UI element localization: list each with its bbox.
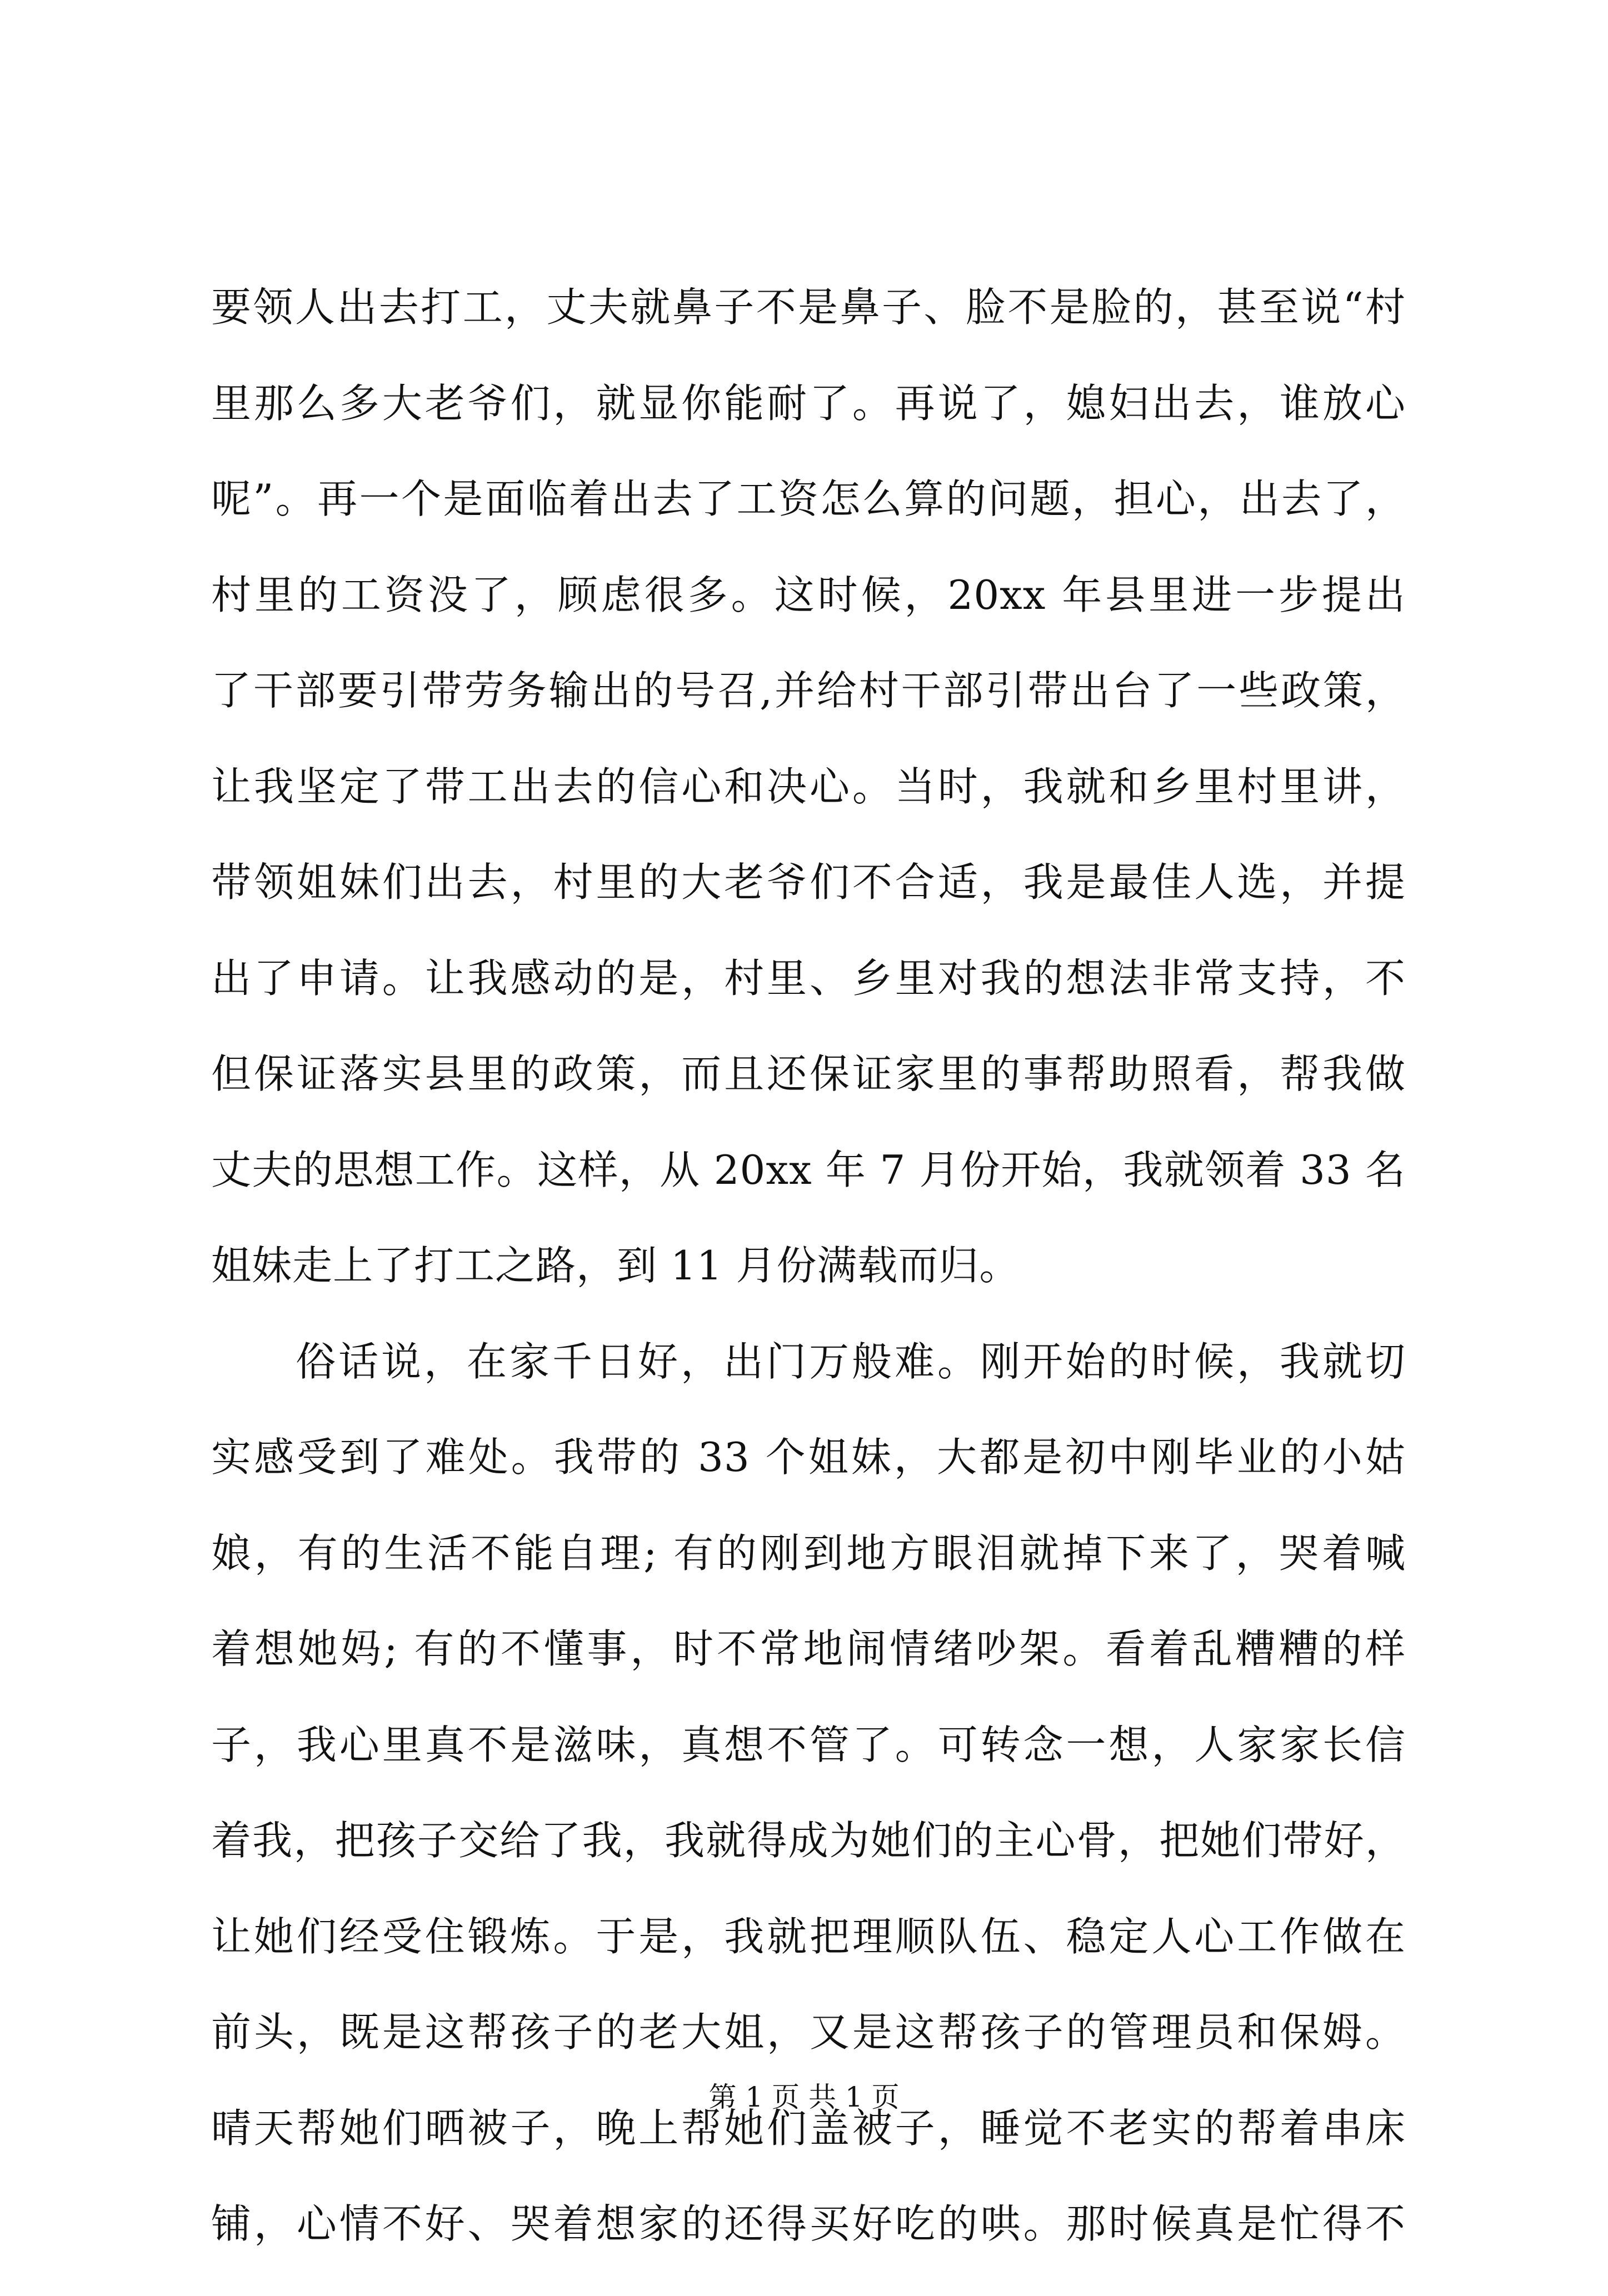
text-line: 子，我心里真不是滋味，真想不管了。可转念一想，人家家长信 xyxy=(211,1721,1406,1768)
text-line: 让我坚定了带工出去的信心和决心。当时，我就和乡里村里讲， xyxy=(211,763,1406,810)
text-line: 着想她妈; 有的不懂事，时不常地闹情绪吵架。看着乱糟糟的样 xyxy=(211,1625,1406,1672)
text-line: 丈夫的思想工作。这样，从 20xx 年 7 月份开始，我就领着 33 名 xyxy=(211,1146,1406,1193)
text-line: 带领姐妹们出去，村里的大老爷们不合适，我是最佳人选，并提 xyxy=(211,859,1406,906)
document-body xyxy=(211,283,1406,2296)
text-line: 俗话说，在家千日好，出门万般难。刚开始的时候，我就切 xyxy=(296,1338,1406,1385)
text-line: 呢”。再一个是面临着出去了工资怎么算的问题，担心，出去了， xyxy=(211,476,1406,522)
text-line: 出了申请。让我感动的是，村里、乡里对我的想法非常支持，不 xyxy=(211,954,1406,1002)
page-number-label: 第 1 页 共 1 页 xyxy=(708,2081,900,2113)
text-line: 要领人出去打工，丈夫就鼻子不是鼻子、脸不是脸的，甚至说“村 xyxy=(211,284,1406,331)
text-line: 娘，有的生活不能自理; 有的刚到地方眼泪就掉下来了，哭着喊 xyxy=(211,1529,1406,1577)
text-line: 着我，把孩子交给了我，我就得成为她们的主心骨，把她们带好， xyxy=(211,1817,1406,1864)
text-line: 里那么多大老爷们，就显你能耐了。再说了，媳妇出去，谁放心 xyxy=(211,379,1406,427)
paragraph-1 xyxy=(211,283,1406,1289)
text-line: 前头，既是这帮孩子的老大姐，又是这帮孩子的管理员和保姆。 xyxy=(211,2009,1406,2055)
text-line: 晴天帮她们晒被子，晚上帮她们盖被子，睡觉不老实的帮着串床 xyxy=(211,2104,1406,2152)
page-footer xyxy=(0,2080,1608,2114)
text-line: 姐妹走上了打工之路，到 11 月份满载而归。 xyxy=(211,1242,1020,1289)
text-line: 让她们经受住锻炼。于是，我就把理顺队伍、稳定人心工作做在 xyxy=(211,1913,1406,1960)
text-line: 了干部要引带劳务输出的号召,并给村干部引带出台了一些政策， xyxy=(211,667,1406,714)
text-line: 铺，心情不好、哭着想家的还得买好吃的哄。那时候真是忙得不 xyxy=(211,2200,1406,2247)
text-line: 实感受到了难处。我带的 33 个姐妹，大都是初中刚毕业的小姑 xyxy=(211,1434,1406,1480)
text-line: 但保证落实县里的政策，而且还保证家里的事帮助照看，帮我做 xyxy=(211,1051,1406,1097)
text-line: 村里的工资没了，顾虑很多。这时候，20xx 年县里进一步提出 xyxy=(211,571,1406,618)
